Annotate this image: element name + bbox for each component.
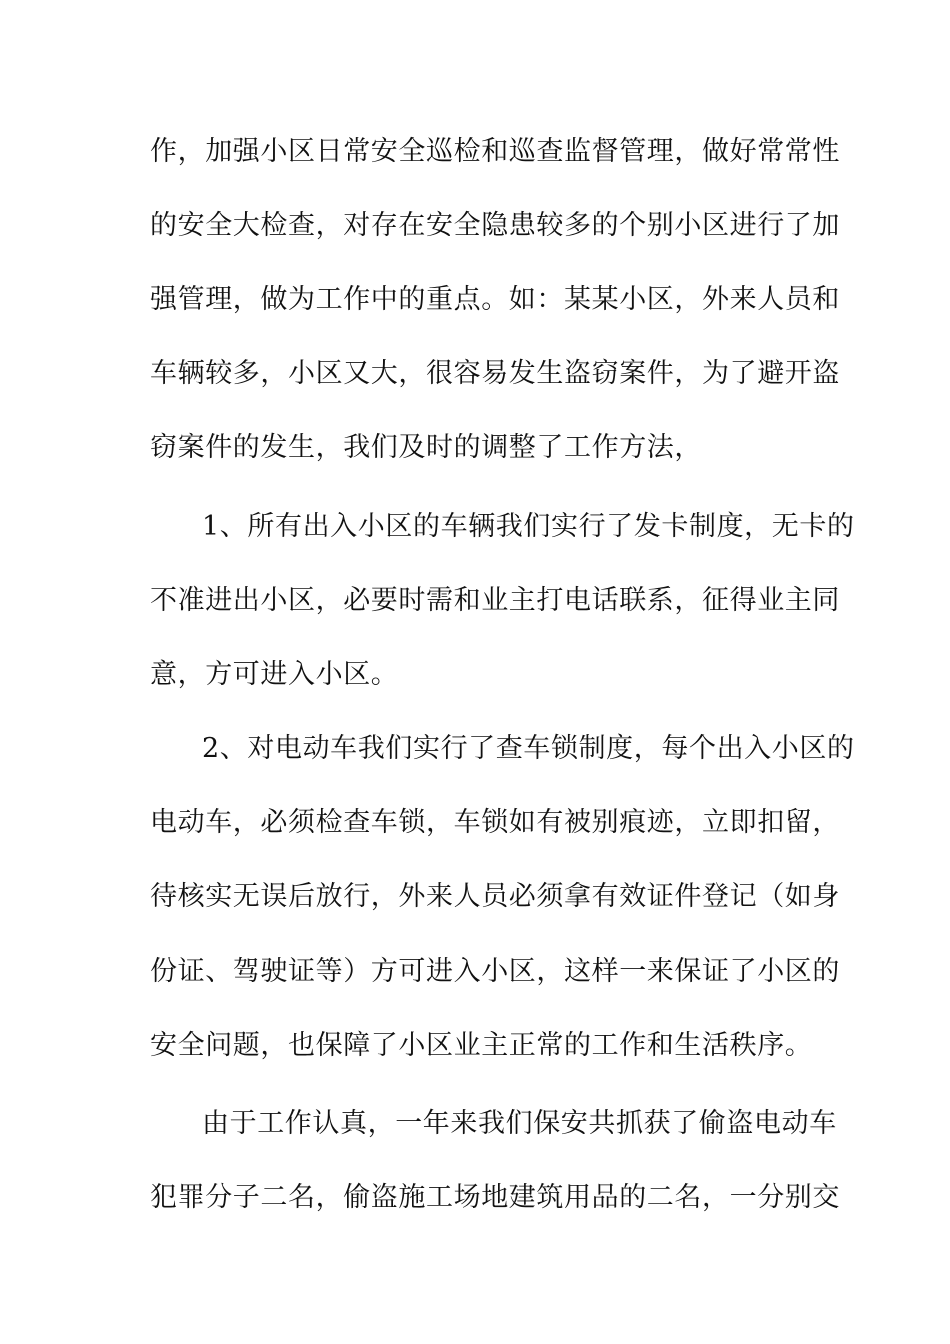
text-line: 待核实无误后放行，外来人员必须拿有效证件登记（如身 (150, 881, 840, 912)
text-line: 电动车，必须检查车锁，车锁如有被别痕迹，立即扣留， (150, 807, 840, 838)
text-line: 不准进出小区，必要时需和业主打电话联系，征得业主同 (150, 585, 840, 616)
text-line: 犯罪分子二名，偷盗施工场地建筑用品的二名，一分别交 (150, 1182, 840, 1213)
text-line: 作，加强小区日常安全巡检和巡查监督管理，做好常常性 (150, 136, 840, 167)
paragraph-first-line: 由于工作认真，一年来我们保安共抓获了偷盗电动车 (202, 1108, 837, 1139)
text-line: 安全问题，也保障了小区业主正常的工作和生活秩序。 (150, 1030, 813, 1061)
paragraph-first-line: 2、对电动车我们实行了查车锁制度，每个出入小区的 (202, 733, 855, 764)
paragraph-first-line: 1、所有出入小区的车辆我们实行了发卡制度，无卡的 (202, 511, 855, 542)
text-line: 的安全大检查，对存在安全隐患较多的个别小区进行了加 (150, 210, 840, 241)
text-line: 车辆较多，小区又大，很容易发生盗窃案件，为了避开盗 (150, 358, 840, 389)
text-line: 意，方可进入小区。 (150, 659, 399, 690)
text-line: 窃案件的发生，我们及时的调整了工作方法， (150, 432, 702, 463)
text-line: 强管理，做为工作中的重点。如：某某小区，外来人员和 (150, 284, 840, 315)
text-line: 份证、驾驶证等）方可进入小区，这样一来保证了小区的 (150, 956, 840, 987)
